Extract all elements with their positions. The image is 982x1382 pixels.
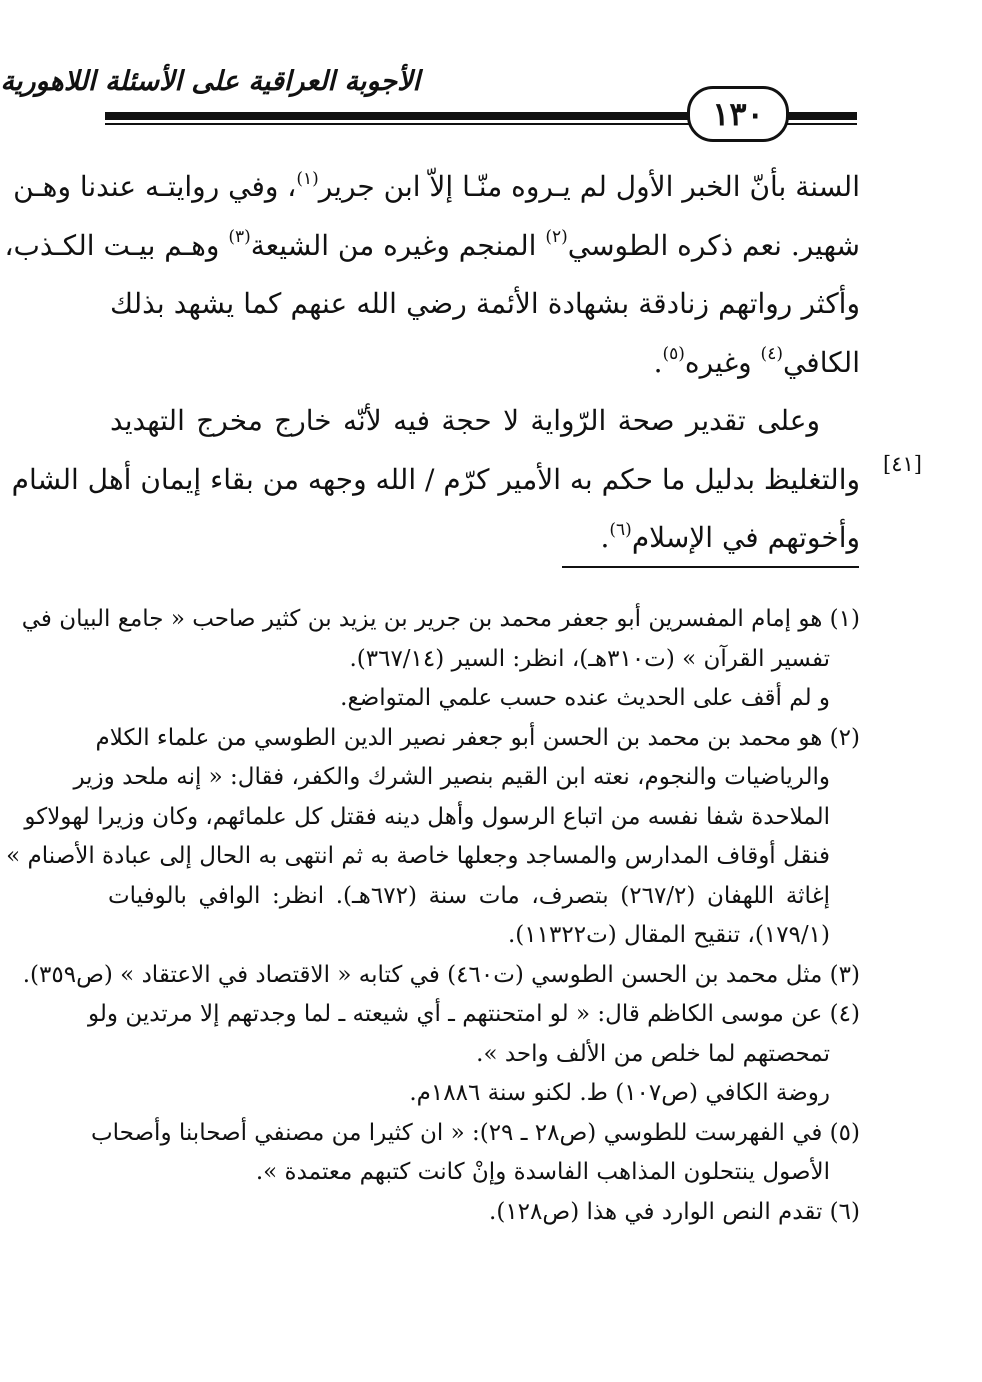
- page-number-frame: [687, 86, 789, 142]
- main-text: [4, 158, 860, 568]
- text-run: وأكثر رواتهم زنادقة بشهادة الأئمة رضي الله عنهم كما يشهد بذلك: [110, 287, 860, 320]
- text-run: .: [600, 521, 610, 554]
- text-run: .: [653, 345, 663, 379]
- footnote: [22, 956, 860, 996]
- text-line: [110, 334, 860, 393]
- footnote: [6, 719, 860, 956]
- footnote-line: الأصول ينتحلون المذاهب الفاسدة وإنْ كانت كتبهم معتمدة ».: [255, 1159, 830, 1185]
- footnote-line: (٥) في الفهرست للطوسي (ص٢٨ ـ ٢٩): « ان كثيرا من مصنفي أصحابنا وأصحاب: [91, 1119, 860, 1146]
- footnote-line: (٢) هو محمد بن محمد بن الحسن أبو جعفر نصير الدين الطوسي من علماء الكلام: [95, 724, 860, 751]
- text-line: [110, 275, 860, 334]
- footnote-line: الملاحدة شفا نفسه من اتباع الرسول وأهل دينه فقتل كل علمائهم، وكان وزيرا لهولاكو: [24, 803, 830, 830]
- running-title: الأجوبة العراقية على الأسئلة اللاهورية: [0, 66, 420, 97]
- footnote-marker: (٥): [662, 344, 685, 365]
- text-line: [13, 158, 860, 217]
- text-line: [4, 217, 860, 276]
- footnote-line: والرياضيات والنجوم، نعته ابن القيم بنصير الشرك والكفر، فقال: « إنه ملحد وزير: [73, 764, 830, 790]
- text-run: السنة بأنّ الخبر الأول لم يـروه منّـا إلاّ ابن جرير: [318, 170, 860, 203]
- text-run: والتغليظ بدليل ما حكم به الأمير كرّم / الله وجهه من بقاء إيمان أهل الشام: [11, 462, 860, 496]
- footnote: [91, 1114, 860, 1193]
- footnotes: [6, 600, 860, 1232]
- footnote-line: روضة الكافي (ص١٠٧) ط. لكنو سنة ١٨٨٦م.: [409, 1080, 830, 1106]
- footnote-marker: (٣): [228, 227, 251, 248]
- text-line: [110, 509, 860, 568]
- footnote: [21, 600, 860, 719]
- text-run: ، وفي روايتـه عندنا وهـن: [13, 170, 297, 203]
- manuscript-folio-ref: [٤١]: [883, 452, 922, 476]
- footnote-line: فنقل أوقاف المدارس والمساجد وجعلها خاصة به ثم انتهى به الحال إلى عبادة الأصنام »: [6, 843, 830, 869]
- text-run: شهير. نعم ذكره الطوسي: [567, 228, 860, 262]
- text-run: الكافي: [782, 345, 860, 379]
- footnote-separator: [562, 566, 859, 568]
- footnote-line: و لم أقف على الحديث عنده حسب علمي المتواضع.: [340, 685, 830, 711]
- text-run: وهـم بيـت الكـذب،: [4, 228, 229, 262]
- text-line: [11, 451, 860, 510]
- footnote-marker: (٤): [760, 344, 783, 365]
- footnote-line: (١٧٩/١)، تنقيح المقال (ت١١٣٢٢).: [507, 922, 830, 948]
- page-number: ١٣٠: [712, 95, 764, 133]
- footnote-marker: (١): [296, 168, 319, 189]
- text-line: [110, 392, 860, 451]
- text-run: وغيره: [684, 345, 761, 379]
- footnote-line: تفسير القرآن » (ت٣١٠هـ)، انظر: السير (٣٦٧/١٤).: [349, 645, 830, 672]
- footnote: [88, 995, 860, 1114]
- footnote-line: (٦) تقدم النص الوارد في هذا (ص١٢٨).: [489, 1198, 860, 1225]
- footnote-marker: (٦): [609, 519, 632, 540]
- footnote-line: (٣) مثل محمد بن الحسن الطوسي (ت٤٦٠) في كتابه « الاقتصاد في الاعتقاد » (ص٣٥٩).: [22, 961, 860, 988]
- footnote-line: تمحصتهم لما خلص من الألف واحد ».: [476, 1040, 830, 1067]
- footnote-marker: (٢): [545, 227, 568, 248]
- footnote-line: إغاثة اللهفان (٢٦٧/٢) بتصرف، مات سنة (٦٧٢هـ). انظر: الوافي بالوفيات: [108, 882, 830, 909]
- footnote: [108, 1193, 860, 1233]
- text-run: وعلى تقدير صحة الرّواية لا حجة فيه لأنّه خارج مخرج التهديد: [110, 404, 820, 437]
- footnote-line: (٤) عن موسى الكاظم قال: « لو امتحنتهم ـ أي شيعته ـ لما وجدتهم إلا مرتدين ولو: [88, 1001, 860, 1027]
- footnote-line: (١) هو إمام المفسرين أبو جعفر محمد بن جرير بن يزيد بن كثير صاحب « جامع البيان في: [21, 606, 860, 632]
- text-run: وأخوتهم في الإسلام: [631, 521, 860, 554]
- text-run: المنجم وغيره من الشيعة: [250, 228, 546, 262]
